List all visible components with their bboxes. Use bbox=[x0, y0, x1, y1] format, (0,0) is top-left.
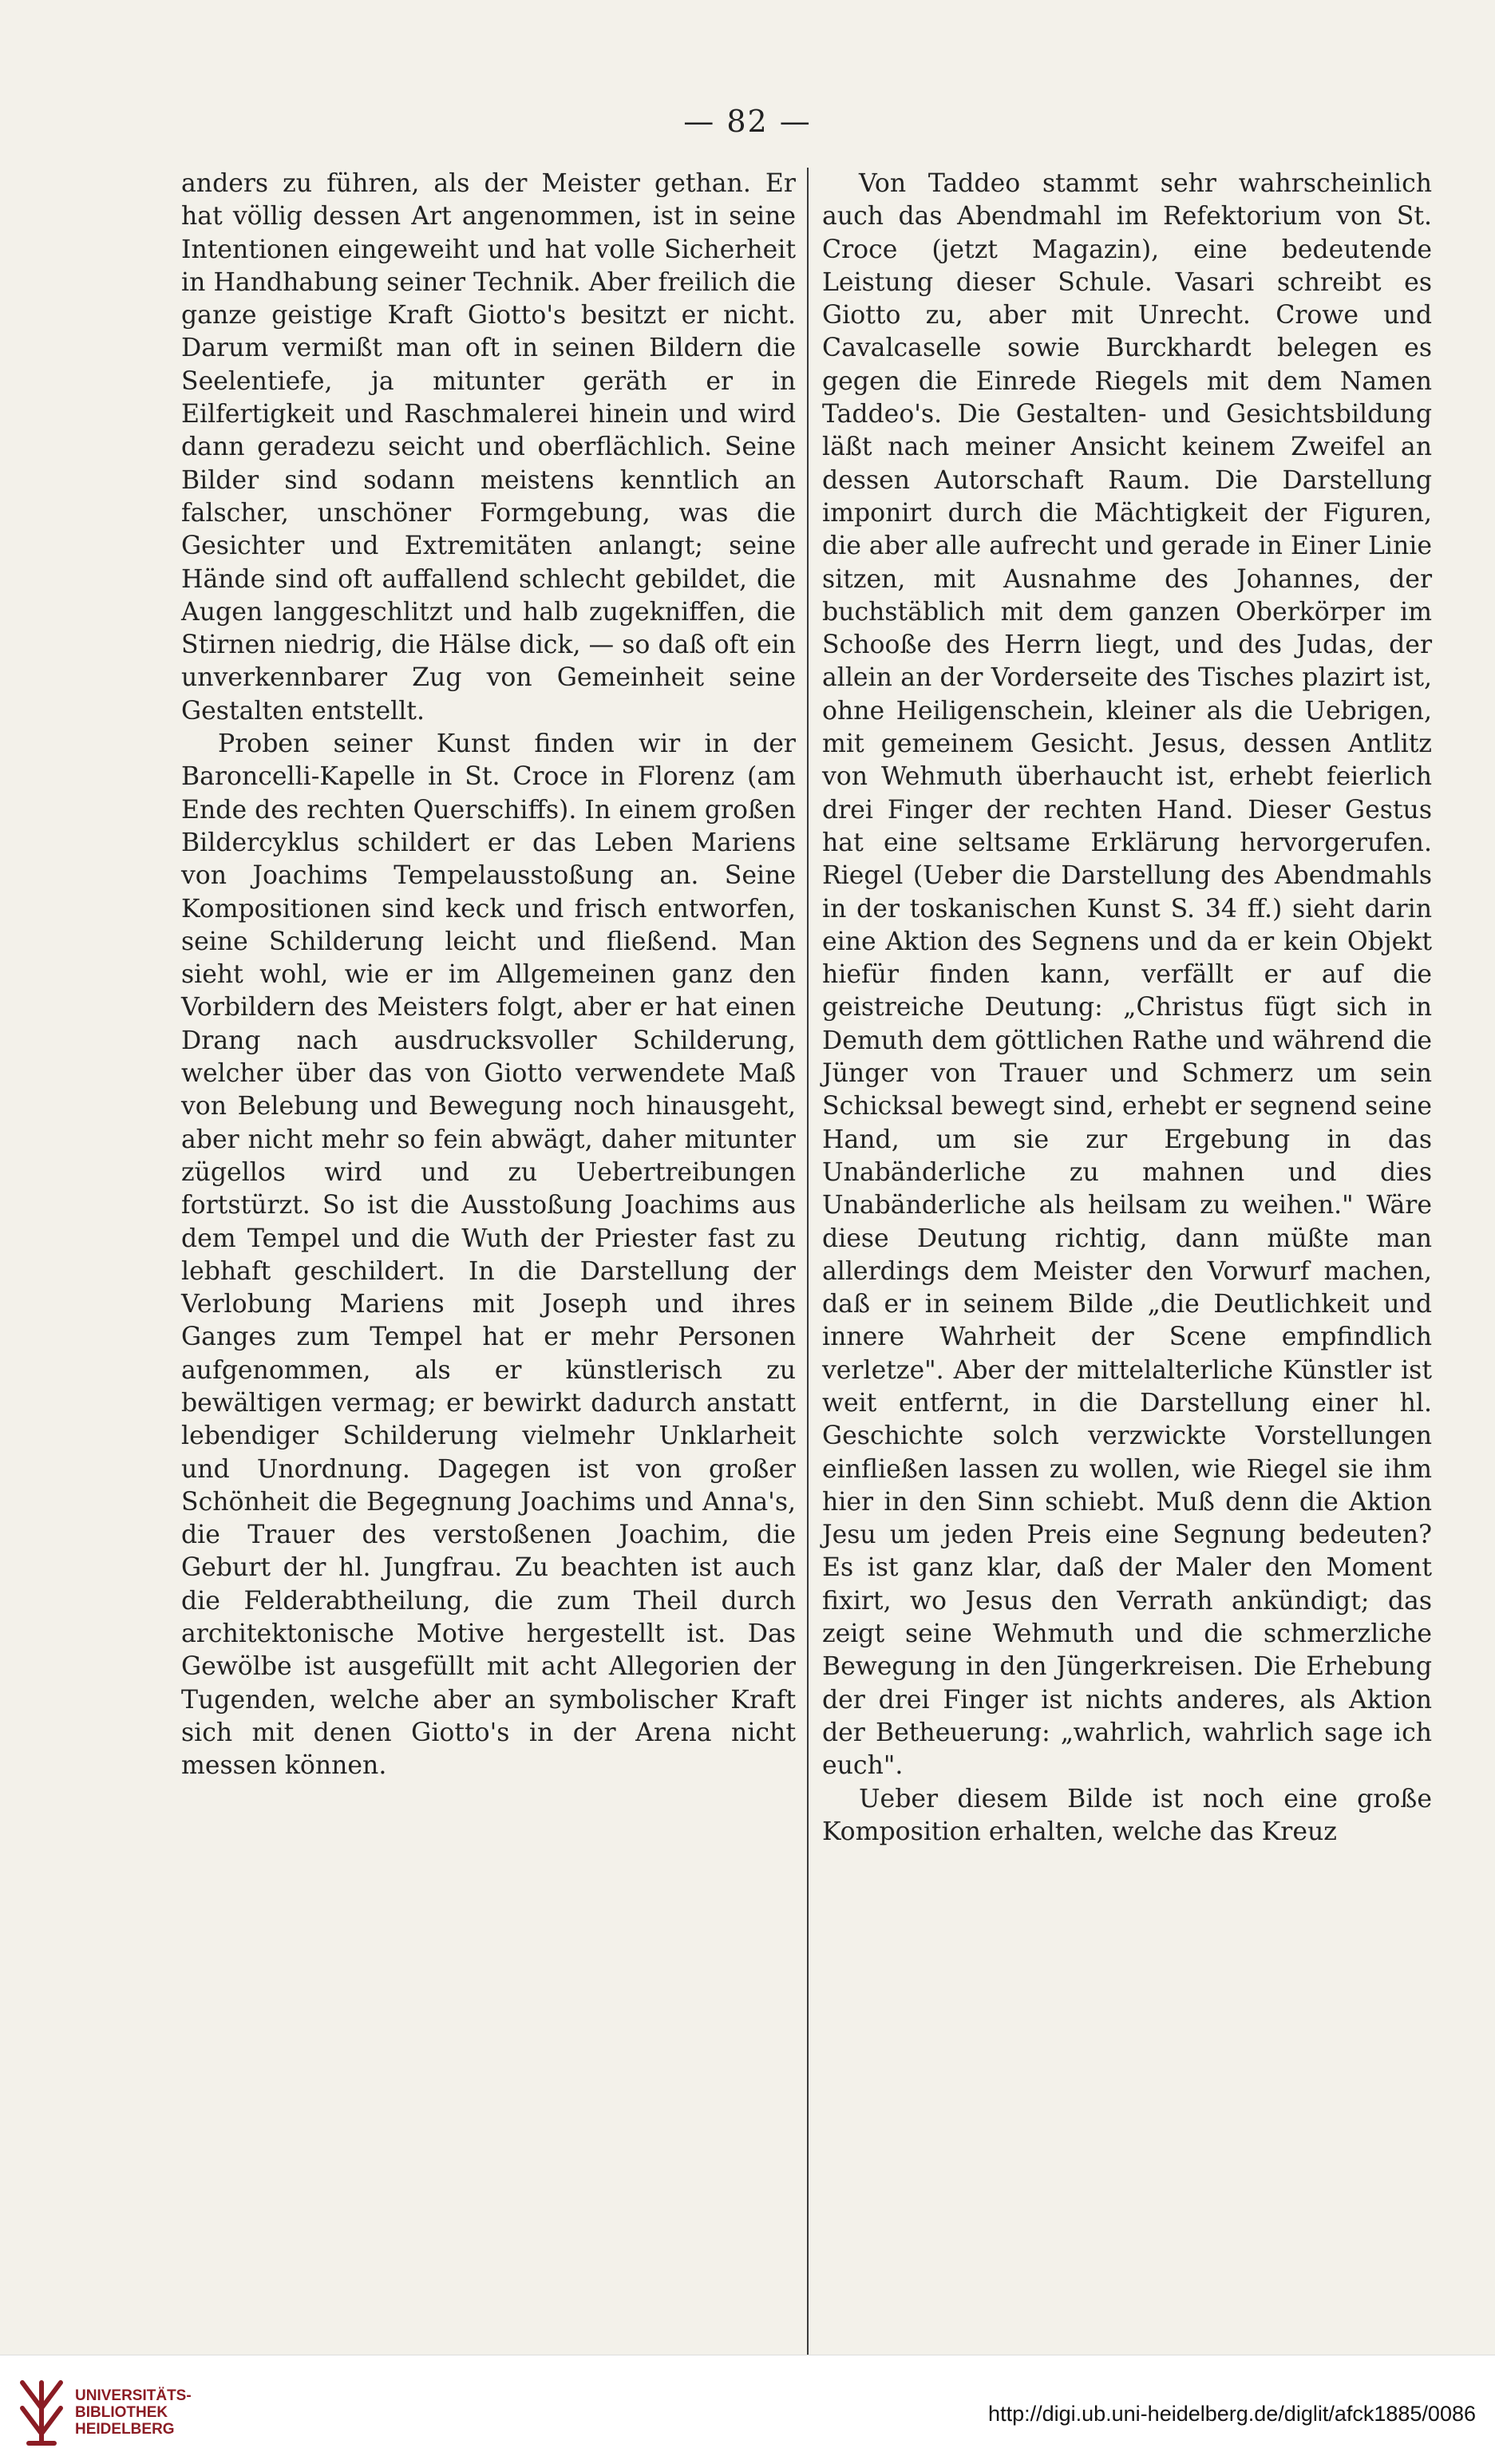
library-name-line-3: HEIDELBERG bbox=[75, 2421, 175, 2438]
university-seal-icon bbox=[18, 2376, 65, 2446]
right-paragraph-2: Ueber diesem Bilde ist noch eine große Komposition erhalten, welche das Kreuz bbox=[822, 1784, 1432, 1846]
column-divider bbox=[807, 168, 809, 2355]
library-name-line-1: UNIVERSITÄTS- bbox=[75, 2387, 192, 2404]
right-paragraph-1: Von Taddeo stammt sehr wahrscheinlich auch das Abendmahl im Refektorium von St. Croce (jetzt Magazin), eine bedeutende Leistung dieser Schule. Vasari schreibt es Giotto zu, aber mit Unrecht. Crowe und Cavalcaselle sowie Burckhardt belegen es gegen die Einrede Riegels mit dem Namen Taddeo's. Die Gestalten- und Gesichtsbildung läßt nach meiner Ansicht keinem Zweifel an dessen Autorschaft Raum. Die Darstellung imponirt durch die Mächtigkeit der Figuren, die aber alle aufrecht und gerade in Einer Linie sitzen, mit Ausnahme des Johannes, der buchstäblich mit dem ganzen Oberkörper im Schooße des Herrn liegt, und des Judas, der allein an der Vorderseite des Tisches plazirt ist, ohne Heiligenschein, kleiner als die Uebrigen, mit gemeinem Gesicht. Jesus, dessen Antlitz von Wehmuth überhaucht ist, erhebt feierlich drei Finger der rechten Hand. Dieser Gestus hat eine seltsame Erklärung hervorgerufen. Riegel (Ueber die Darstellung des Abendmahls in der toskanischen Kunst S. 34 ff.) sieht darin eine Aktion des Segnens und da er kein Objekt hiefür finden kann, verfällt er auf die geistreiche Deutung: „Christus fügt sich in Demuth dem göttlichen Rathe und während die Jünger von Trauer und Schmerz um sein Schicksal bewegt sind, erhebt er segnend seine Hand, um sie zur Ergebung in das Unabänderliche zu mahnen und dies Unabänderliche als heilsam zu weihen." Wäre diese Deutung richtig, dann müßte man allerdings dem Meister den Vorwurf machen, daß er in seinem Bilde „die Deutlichkeit und innere Wahrheit der Scene empfindlich verletze". Aber der mittelalterliche Künstler ist weit entfernt, in die Darstellung einer hl. Geschichte solch verzwickte Vorstellungen einfließen lassen zu wollen, wie Riegel sie ihm hier in den Sinn schiebt. Muß denn die Aktion Jesu um jeden Preis eine Segnung bedeuten? Es ist ganz klar, daß der Maler den Moment fixirt, wo Jesus den Verrath ankündigt; das zeigt seine Wehmuth und die schmerzliche Bewegung in den Jüngerkreisen. Die Erhebung der drei Finger ist nichts anderes, als Aktion der Betheuerung: „wahrlich, wahrlich sage ich euch". bbox=[822, 169, 1432, 1781]
left-paragraph-1: anders zu führen, als der Meister gethan. Er hat völlig dessen Art angenommen, ist in seine Intentionen eingeweiht und hat volle Sicherheit in Handhabung seiner Technik. Aber freilich die ganze geistige Kraft Giotto's besitzt er nicht. Darum vermißt man oft in seinen Bildern die Seelentiefe, ja mitunter geräth er in Eilfertigkeit und Raschmalerei hinein und wird dann geradezu seicht und oberflächlich. Seine Bilder sind sodann meistens kenntlich an falscher, unschöner Formgebung, was die Gesichter und Extremitäten anlangt; seine Hände sind oft auffallend schlecht gebildet, die Augen langgeschlitzt und halb zugekniffen, die Stirnen niedrig, die Hälse dick, — so daß oft ein unverkennbarer Zug von Gemeinheit seine Gestalten entstellt. bbox=[181, 169, 796, 726]
source-url[interactable]: http://digi.ub.uni-heidelberg.de/diglit/afck1885/0086 bbox=[988, 2402, 1476, 2426]
library-name bbox=[75, 2387, 192, 2438]
right-column bbox=[822, 168, 1432, 1849]
library-name-line-2: BIBLIOTHEK bbox=[75, 2404, 168, 2421]
left-paragraph-2: Proben seiner Kunst finden wir in der Baroncelli-Kapelle in St. Croce in Florenz (am Ende des rechten Querschiffs). In einem großen Bildercyklus schildert er das Leben Mariens von Joachims Tempelausstoßung an. Seine Kompositionen sind keck und frisch entworfen, seine Schilderung leicht und fließend. Man sieht wohl, wie er im Allgemeinen ganz den Vorbildern des Meisters folgt, aber er hat einen Drang nach ausdrucksvoller Schilderung, welcher über das von Giotto verwendete Maß von Belebung und Bewegung noch hinausgeht, aber nicht mehr so fein abwägt, daher mitunter zügellos wird und zu Uebertreibungen fortstürzt. So ist die Ausstoßung Joachims aus dem Tempel und die Wuth der Priester fast zu lebhaft geschildert. In die Darstellung der Verlobung Mariens mit Joseph und ihres Ganges zum Tempel hat er mehr Personen aufgenommen, als er künstlerisch zu bewältigen vermag; er bewirkt dadurch anstatt lebendiger Schilderung vielmehr Unklarheit und Unordnung. Dagegen ist von großer Schönheit die Begegnung Joachims und Anna's, die Trauer des verstoßenen Joachim, die Geburt der hl. Jungfrau. Zu beachten ist auch die Felderabtheilung, die zum Theil durch architektonische Motive hergestellt ist. Das Gewölbe ist ausgefüllt mit acht Allegorien der Tugenden, welche aber an symbolischer Kraft sich mit denen Giotto's in der Arena nicht messen können. bbox=[181, 730, 796, 1781]
library-footer bbox=[0, 2355, 1495, 2464]
page-number: — 82 — bbox=[683, 104, 812, 139]
left-column bbox=[181, 168, 796, 1783]
library-logo[interactable] bbox=[18, 2376, 192, 2448]
